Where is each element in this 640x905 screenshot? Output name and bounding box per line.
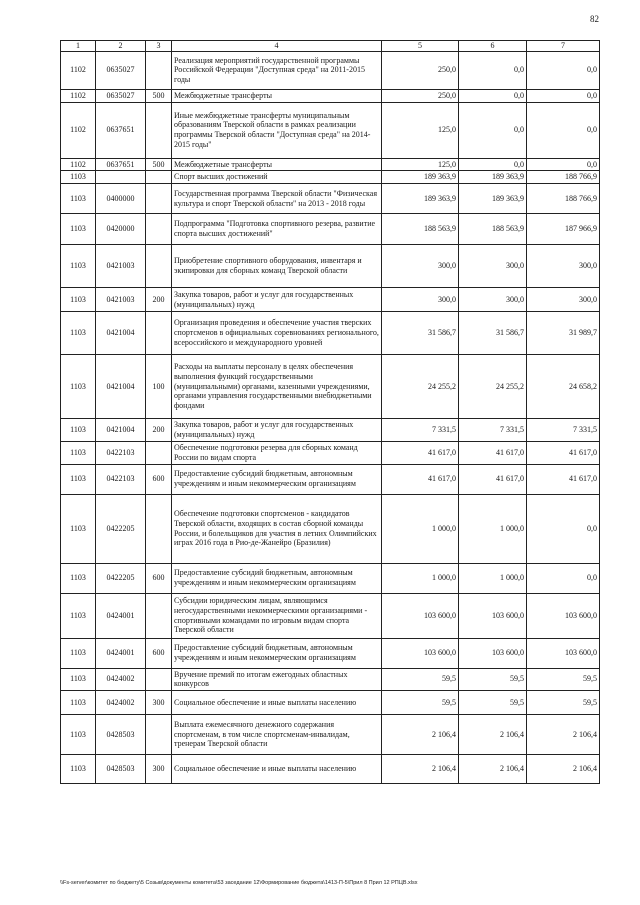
cell-c6: 2 106,4: [459, 715, 527, 755]
cell-c3: [146, 214, 172, 245]
budget-table: [60, 40, 600, 784]
table-header-row: [61, 41, 600, 52]
cell-c5: 250,0: [382, 89, 459, 102]
table-row: [61, 171, 600, 184]
file-path-footer: \\Fs-server\комитет по бюджету\5 Созыв\документы комитета\53 заседание 12\Формирование бюджета\1413-П-5\Прил 8 Прил 12 РПЦВ.xlsx: [60, 880, 418, 886]
cell-c7: 0,0: [527, 51, 600, 89]
header-cell: 3: [146, 41, 172, 52]
cell-c2: 0421004: [96, 355, 146, 419]
cell-c7: 2 106,4: [527, 715, 600, 755]
table-row: [61, 442, 600, 465]
cell-c5: 41 617,0: [382, 442, 459, 465]
cell-c2: 0420000: [96, 214, 146, 245]
cell-c3: 300: [146, 691, 172, 715]
cell-c6: 2 106,4: [459, 755, 527, 784]
cell-c1: 1103: [61, 668, 96, 691]
cell-c1: 1103: [61, 691, 96, 715]
cell-c7: 300,0: [527, 288, 600, 312]
cell-c3: 300: [146, 755, 172, 784]
cell-c6: 0,0: [459, 102, 527, 158]
cell-c4: Расходы на выплаты персоналу в целях обеспечения выполнения функций государственными (муниципальными) органами, казенными учреждениями, органами управления государственными внебюджетными фондами: [172, 355, 382, 419]
cell-c2: 0424002: [96, 691, 146, 715]
table-row: [61, 419, 600, 442]
table-row: [61, 89, 600, 102]
cell-c1: 1103: [61, 245, 96, 288]
cell-c1: 1103: [61, 442, 96, 465]
cell-c4: Обеспечение подготовки спортсменов - кандидатов Тверской области, входящих в состав сборной команды России, и болельщиков для участия в летних Олимпийских играх 2016 года в Рио-де-Жанейро (Бразилия): [172, 494, 382, 563]
header-cell: 6: [459, 41, 527, 52]
cell-c6: 1 000,0: [459, 494, 527, 563]
cell-c6: 41 617,0: [459, 464, 527, 494]
cell-c5: 1 000,0: [382, 563, 459, 593]
cell-c1: 1103: [61, 464, 96, 494]
cell-c6: 103 600,0: [459, 593, 527, 638]
cell-c3: 100: [146, 355, 172, 419]
cell-c3: 600: [146, 464, 172, 494]
cell-c5: 125,0: [382, 158, 459, 171]
cell-c7: 103 600,0: [527, 638, 600, 668]
cell-c3: [146, 102, 172, 158]
cell-c5: 189 363,9: [382, 171, 459, 184]
table-row: [61, 638, 600, 668]
cell-c3: 500: [146, 158, 172, 171]
cell-c5: 300,0: [382, 245, 459, 288]
cell-c6: 7 331,5: [459, 419, 527, 442]
cell-c3: [146, 494, 172, 563]
cell-c4: Организация проведения и обеспечение участия тверских спортсменов в официальных соревнованиях регионального, всероссийского и международного уровней: [172, 312, 382, 355]
cell-c2: 0422103: [96, 442, 146, 465]
cell-c7: 103 600,0: [527, 593, 600, 638]
cell-c7: 59,5: [527, 691, 600, 715]
table-row: [61, 715, 600, 755]
table-row: [61, 494, 600, 563]
cell-c5: 103 600,0: [382, 638, 459, 668]
cell-c4: Субсидии юридическим лицам, являющимся негосударственными некоммерческими организациями - спортивными командами по игровым видам спорта Тверской области: [172, 593, 382, 638]
header-cell: 7: [527, 41, 600, 52]
cell-c7: 300,0: [527, 245, 600, 288]
table-row: [61, 51, 600, 89]
cell-c2: 0424002: [96, 668, 146, 691]
cell-c7: 187 966,9: [527, 214, 600, 245]
cell-c7: 2 106,4: [527, 755, 600, 784]
cell-c2: 0421003: [96, 288, 146, 312]
cell-c7: 31 989,7: [527, 312, 600, 355]
header-cell: 2: [96, 41, 146, 52]
cell-c5: 59,5: [382, 668, 459, 691]
table-row: [61, 563, 600, 593]
cell-c4: Предоставление субсидий бюджетным, автономным учреждениям и иным некоммерческим организациям: [172, 464, 382, 494]
cell-c2: 0637651: [96, 102, 146, 158]
cell-c7: 0,0: [527, 89, 600, 102]
cell-c7: 59,5: [527, 668, 600, 691]
cell-c4: Государственная программа Тверской области "Физическая культура и спорт Тверской области" на 2013 - 2018 годы: [172, 184, 382, 214]
table-row: [61, 668, 600, 691]
table-row: [61, 102, 600, 158]
cell-c2: 0422205: [96, 563, 146, 593]
table-row: [61, 158, 600, 171]
cell-c1: 1102: [61, 89, 96, 102]
cell-c2: [96, 171, 146, 184]
cell-c1: 1103: [61, 171, 96, 184]
cell-c6: 0,0: [459, 51, 527, 89]
cell-c3: 500: [146, 89, 172, 102]
cell-c3: [146, 668, 172, 691]
cell-c6: 0,0: [459, 158, 527, 171]
cell-c4: Социальное обеспечение и иные выплаты населению: [172, 755, 382, 784]
cell-c7: 0,0: [527, 563, 600, 593]
cell-c5: 7 331,5: [382, 419, 459, 442]
cell-c6: 0,0: [459, 89, 527, 102]
cell-c2: 0400000: [96, 184, 146, 214]
table-row: [61, 593, 600, 638]
cell-c4: Приобретение спортивного оборудования, инвентаря и экипировки для сборных команд Тверской области: [172, 245, 382, 288]
cell-c6: 31 586,7: [459, 312, 527, 355]
cell-c5: 59,5: [382, 691, 459, 715]
cell-c6: 59,5: [459, 668, 527, 691]
cell-c4: Иные межбюджетные трансферты муниципальным образованиям Тверской области в рамках реализации программы Тверской области "Доступная среда" на 2014-2015 годы": [172, 102, 382, 158]
cell-c7: 0,0: [527, 102, 600, 158]
cell-c4: Вручение премий по итогам ежегодных областных конкурсов: [172, 668, 382, 691]
cell-c5: 103 600,0: [382, 593, 459, 638]
table-row: [61, 312, 600, 355]
header-cell: 4: [172, 41, 382, 52]
cell-c1: 1103: [61, 563, 96, 593]
cell-c4: Межбюджетные трансферты: [172, 89, 382, 102]
cell-c6: 189 363,9: [459, 171, 527, 184]
cell-c3: [146, 593, 172, 638]
cell-c5: 300,0: [382, 288, 459, 312]
cell-c6: 188 563,9: [459, 214, 527, 245]
cell-c6: 189 363,9: [459, 184, 527, 214]
cell-c1: 1103: [61, 494, 96, 563]
cell-c3: [146, 442, 172, 465]
cell-c4: Закупка товаров, работ и услуг для государственных (муниципальных) нужд: [172, 288, 382, 312]
cell-c3: [146, 245, 172, 288]
cell-c6: 1 000,0: [459, 563, 527, 593]
cell-c7: 188 766,9: [527, 184, 600, 214]
table-row: [61, 288, 600, 312]
cell-c5: 41 617,0: [382, 464, 459, 494]
table-row: [61, 755, 600, 784]
cell-c1: 1103: [61, 593, 96, 638]
cell-c1: 1103: [61, 184, 96, 214]
cell-c5: 250,0: [382, 51, 459, 89]
cell-c3: [146, 184, 172, 214]
cell-c2: 0428503: [96, 715, 146, 755]
cell-c1: 1102: [61, 158, 96, 171]
cell-c5: 2 106,4: [382, 715, 459, 755]
cell-c3: [146, 51, 172, 89]
cell-c2: 0421004: [96, 419, 146, 442]
cell-c4: Реализация мероприятий государственной программы Российской Федерации "Доступная среда" на 2011-2015 годы: [172, 51, 382, 89]
cell-c2: 0421003: [96, 245, 146, 288]
cell-c4: Межбюджетные трансферты: [172, 158, 382, 171]
cell-c7: 188 766,9: [527, 171, 600, 184]
cell-c1: 1103: [61, 715, 96, 755]
cell-c4: Закупка товаров, работ и услуг для государственных (муниципальных) нужд: [172, 419, 382, 442]
cell-c1: 1103: [61, 638, 96, 668]
cell-c1: 1103: [61, 355, 96, 419]
cell-c6: 103 600,0: [459, 638, 527, 668]
table-row: [61, 184, 600, 214]
cell-c2: 0422205: [96, 494, 146, 563]
cell-c5: 125,0: [382, 102, 459, 158]
cell-c1: 1103: [61, 214, 96, 245]
cell-c6: 24 255,2: [459, 355, 527, 419]
page-number: 82: [590, 14, 599, 24]
cell-c3: 600: [146, 563, 172, 593]
cell-c4: Выплата ежемесячного денежного содержания спортсменам, в том числе спортсменам-инвалидам, тренерам Тверской области: [172, 715, 382, 755]
cell-c1: 1103: [61, 288, 96, 312]
cell-c6: 59,5: [459, 691, 527, 715]
cell-c5: 31 586,7: [382, 312, 459, 355]
cell-c3: 200: [146, 288, 172, 312]
cell-c5: 2 106,4: [382, 755, 459, 784]
cell-c4: Предоставление субсидий бюджетным, автономным учреждениям и иным некоммерческим организациям: [172, 563, 382, 593]
cell-c6: 41 617,0: [459, 442, 527, 465]
cell-c3: [146, 171, 172, 184]
cell-c3: 200: [146, 419, 172, 442]
cell-c7: 24 658,2: [527, 355, 600, 419]
cell-c4: Социальное обеспечение и иные выплаты населению: [172, 691, 382, 715]
cell-c2: 0424001: [96, 593, 146, 638]
table-row: [61, 245, 600, 288]
cell-c2: 0424001: [96, 638, 146, 668]
header-cell: 1: [61, 41, 96, 52]
cell-c5: 189 363,9: [382, 184, 459, 214]
cell-c5: 188 563,9: [382, 214, 459, 245]
cell-c2: 0635027: [96, 89, 146, 102]
cell-c3: [146, 715, 172, 755]
cell-c7: 41 617,0: [527, 464, 600, 494]
cell-c5: 24 255,2: [382, 355, 459, 419]
table-body: [61, 41, 600, 784]
cell-c4: Обеспечение подготовки резерва для сборных команд России по видам спорта: [172, 442, 382, 465]
cell-c1: 1102: [61, 51, 96, 89]
cell-c7: 7 331,5: [527, 419, 600, 442]
cell-c2: 0635027: [96, 51, 146, 89]
cell-c4: Спорт высших достижений: [172, 171, 382, 184]
cell-c7: 0,0: [527, 494, 600, 563]
table-row: [61, 464, 600, 494]
cell-c7: 0,0: [527, 158, 600, 171]
table-row: [61, 691, 600, 715]
cell-c5: 1 000,0: [382, 494, 459, 563]
cell-c3: [146, 312, 172, 355]
table-row: [61, 355, 600, 419]
cell-c1: 1103: [61, 755, 96, 784]
cell-c1: 1102: [61, 102, 96, 158]
cell-c3: 600: [146, 638, 172, 668]
cell-c2: 0422103: [96, 464, 146, 494]
cell-c1: 1103: [61, 419, 96, 442]
cell-c6: 300,0: [459, 245, 527, 288]
cell-c1: 1103: [61, 312, 96, 355]
cell-c7: 41 617,0: [527, 442, 600, 465]
cell-c2: 0637651: [96, 158, 146, 171]
header-cell: 5: [382, 41, 459, 52]
cell-c2: 0421004: [96, 312, 146, 355]
cell-c2: 0428503: [96, 755, 146, 784]
cell-c4: Подпрограмма "Подготовка спортивного резерва, развитие спорта высших достижений": [172, 214, 382, 245]
table-row: [61, 214, 600, 245]
cell-c6: 300,0: [459, 288, 527, 312]
cell-c4: Предоставление субсидий бюджетным, автономным учреждениям и иным некоммерческим организациям: [172, 638, 382, 668]
